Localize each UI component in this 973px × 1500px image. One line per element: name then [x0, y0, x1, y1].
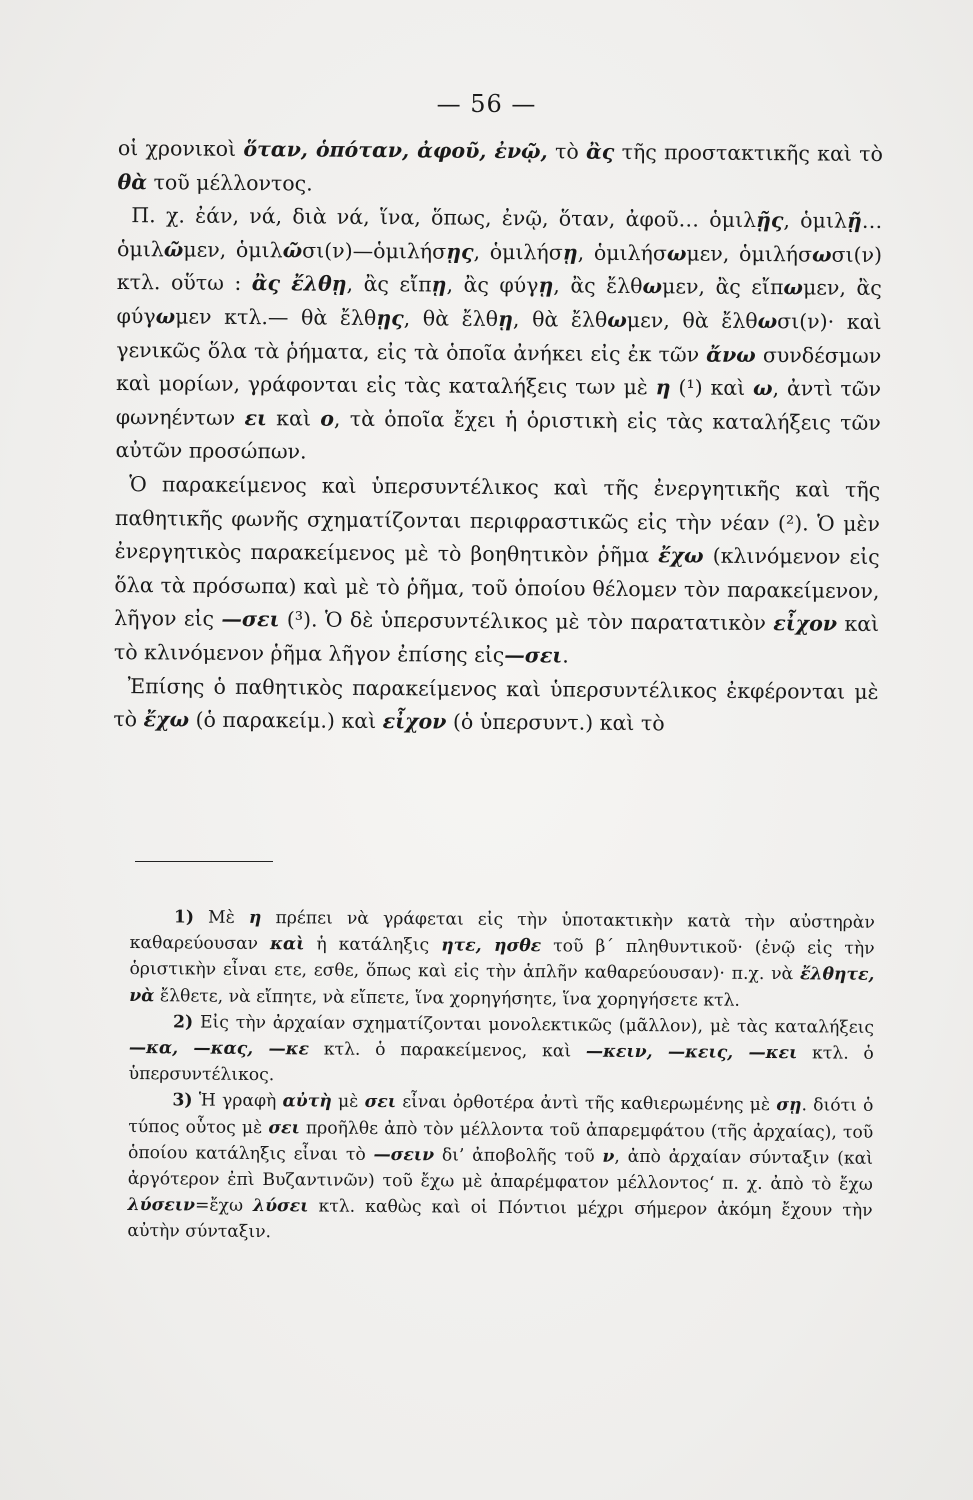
- text-run: προῆλθε ἀπὸ τὸν μέλλοντα τοῦ ἀπαρεμφάτου (τῆς ἀρχαίας), τοῦ ὁποίου κατάληξις εἶναι τὸ: [127, 1117, 874, 1165]
- text-run: μεν, ὁμιλήσ: [686, 241, 813, 267]
- text-run: Εἰς τὴν ἀρχαίαν σχηματίζονται μονολεκτικῶς (μᾶλλον), μὲ τὰς καταλήξεις: [193, 1012, 875, 1038]
- bold-word: ω: [752, 376, 773, 401]
- text-run: , ἂς εἴπ: [346, 272, 432, 297]
- footnote-divider: [135, 861, 273, 862]
- text-run: , ὁμιλήσ: [473, 239, 563, 265]
- bold-word: σει: [364, 1092, 397, 1113]
- bold-word: —κα, —κας, —κε: [128, 1038, 310, 1060]
- bold-word: ἔχω: [143, 707, 190, 732]
- bold-word: εἶχον: [773, 611, 838, 636]
- bold-word: ῃ: [431, 272, 447, 297]
- text-run: .: [562, 643, 569, 668]
- footnote-number: 2): [172, 1012, 194, 1033]
- text-run: , τὰ ὁποῖα ἔχει ἡ ὁριστικὴ εἰς τὰς καταλήξεις τῶν αὐτῶν προσώπων.: [115, 406, 881, 464]
- text-run: (ὁ παρακείμ.) καὶ: [188, 707, 383, 734]
- bold-word: ῶ: [163, 237, 184, 262]
- bold-word: ῃ: [497, 306, 514, 332]
- text-run: , ἂς φύγ: [446, 272, 539, 298]
- bold-word: ω: [811, 242, 832, 267]
- text-run: οἱ χρονικοὶ: [117, 135, 244, 161]
- bold-word: εἶχον: [382, 709, 447, 734]
- bold-word: —σει: [504, 642, 563, 668]
- bold-word: ἂς: [585, 139, 615, 164]
- bold-word: σῃ: [776, 1095, 802, 1116]
- text-run: (¹) καὶ: [670, 375, 754, 401]
- bold-word: ει: [244, 405, 267, 430]
- text-run: μεν κτλ.— θὰ ἔλθ: [175, 304, 377, 331]
- bold-word: ο: [320, 406, 335, 431]
- bold-word: ω: [757, 308, 778, 334]
- text-run: κτλ. ὁ ὑπερσυντέλικος.: [128, 1043, 874, 1086]
- bold-word: αὐτὴ: [282, 1091, 332, 1113]
- bold-word: σει: [268, 1117, 300, 1138]
- bold-word: ῇ: [846, 208, 862, 234]
- bold-word: ὅταν, ὁπόταν, ἀφοῦ, ἐνῷ,: [243, 136, 548, 164]
- text-run: Ἐπίσης ὁ παθητικὸς παρακείμενος καὶ ὑπερσυντέλικος ἐκφέρονται μὲ τὸ: [113, 673, 879, 732]
- text-run: μεν, θὰ ἔλθ: [626, 307, 758, 333]
- bold-word: η: [248, 907, 262, 929]
- paragraph-4: [113, 669, 879, 742]
- bold-word: ω: [155, 304, 176, 329]
- text-run: . διότι ὁ τύπος οὗτος μὲ: [128, 1095, 874, 1138]
- text-run: πρέπει νὰ γράφεται εἰς τὴν ὑποτακτικὴν κατὰ τὴν αὐστηρὰν καθαρεύουσαν: [129, 908, 875, 955]
- footnote-number: 3): [172, 1090, 193, 1111]
- text-run: εἶναι ὀρθοτέρα ἀντὶ τῆς καθιερωμένης μὲ: [395, 1092, 777, 1116]
- text-run: ἔλθετε, νὰ εἴπητε, νὰ εἴπετε, ἵνα χορηγήσητε, ἵνα χορηγήσετε κτλ.: [154, 985, 740, 1011]
- page-number: — 56 —: [436, 90, 537, 118]
- text-run: συνδέσμων καὶ μορίων, γράφονται εἰς τὰς καταλήξεις των μὲ: [115, 342, 882, 400]
- bold-word: ω: [666, 241, 687, 266]
- text-run: , ἀπὸ ἀρχαίαν σύνταξιν (καὶ ἀργότερον ἐπὶ Βυζαντινῶν) τοῦ ἔχω μὲ ἀπαρέμφατον μέλλοντος‘ π. χ. ἀπὸ τὸ ἔχω: [127, 1146, 874, 1195]
- text-run: Π. χ. ἐάν, νά, διὰ νά, ἵνα, ὅπως, ἐνῷ, ὅταν, ἀφοῦ… ὁμιλ: [131, 203, 757, 233]
- bold-word: καὶ: [269, 934, 305, 955]
- bold-word: ἔχω: [658, 543, 704, 568]
- text-run: καὶ τὸ κλινόμενον ῥῆμα λῆγον ἐπίσης εἰς: [113, 611, 880, 667]
- text-run: σι(ν)—ὁμιλήσ: [302, 238, 447, 264]
- text-run: μεν, ὁμιλ: [183, 237, 283, 263]
- bold-word: —σει: [221, 607, 280, 632]
- text-run: Ὁ παρακείμενος καὶ ὑπερσυντέλικος καὶ τῆς ἐνεργητικῆς καὶ τῆς παθητικῆς φωνῆς σχηματίζονται περιφραστικῶς εἰς τὴν νέαν (²). Ὁ μὲν ἐνεργητικὸς παρακείμενος μὲ τὸ βοηθητικὸν ῥῆμα: [114, 472, 881, 568]
- bold-word: ἔλθητε, νὰ: [129, 964, 875, 1006]
- bold-word: ῃς: [446, 239, 474, 264]
- bold-word: ητε, ησθε: [441, 935, 542, 957]
- text-run: μεν, ἂς φύγ: [116, 275, 882, 329]
- text-run: σι(ν)· καὶ γενικῶς ὅλα τὰ ῥήματα, εἰς τὰ ὁποῖα ἀνήκει εἰς ἐκ τῶν: [116, 309, 882, 367]
- bold-word: ῇς: [755, 208, 784, 233]
- text-run: δι’ ἀποβολῆς τοῦ: [434, 1145, 603, 1167]
- footnote-2: [129, 1009, 875, 1093]
- text-run: (³). Ὁ δὲ ὑπερσυντέλικος μὲ τὸν παρατατικὸν: [279, 607, 774, 636]
- bold-word: λύσει: [252, 1196, 309, 1217]
- text-run: , ἂς ἔλθ: [553, 273, 643, 299]
- text-run: καὶ: [266, 405, 321, 431]
- bold-word: —κειν, —κεις, —κει: [585, 1041, 798, 1064]
- bold-word: ἄνω: [706, 342, 756, 367]
- text-run: κτλ. καθὼς καὶ οἱ Πόντιοι μέχρι σήμερον ἀκόμη ἔχουν τὴν αὐτὴν σύνταξιν.: [127, 1196, 873, 1243]
- bold-word: —σειν: [373, 1144, 435, 1166]
- bold-word: ω: [607, 307, 627, 332]
- text-run: , ὁμιλ: [783, 208, 848, 233]
- paragraph-3: [114, 468, 881, 676]
- bold-word: η: [655, 375, 671, 400]
- text-run: , ὁμιλήσ: [577, 240, 667, 266]
- text-run: τοῦ μέλλοντος.: [146, 169, 313, 196]
- bold-word: ῃς: [376, 306, 404, 331]
- text-run: σι(ν) κτλ. οὕτω :: [116, 242, 883, 296]
- footnote-number: 1): [173, 907, 195, 928]
- text-run: , θὰ ἔλθ: [512, 307, 608, 332]
- text-run: , ἀντὶ τῶν φωνηέντων: [115, 376, 882, 430]
- text-run: τοῦ β΄ πληθυντικοῦ· (ἐνῷ εἰς τὴν ὁριστικὴν εἶναι ετε, εσθε, ὅπως καὶ εἰς τὴν ἁπλῆν καθαρεύουσαν)· π.χ. νὰ: [129, 936, 875, 985]
- text-run: (κλινόμενον εἰς ὅλα τὰ πρόσωπα) καὶ μὲ τὸ ῥῆμα, τοῦ ὁποίου θέλομεν τὸν παρακείμενον, λῆγον εἰς: [114, 543, 880, 632]
- text-run: ἡ κατάληξις: [304, 934, 442, 956]
- text-run: Μὲ: [193, 907, 250, 928]
- text-run: τὸ: [547, 139, 587, 164]
- bold-word: ν: [602, 1146, 615, 1167]
- bold-word: ῃ: [538, 273, 554, 298]
- bold-word: ω: [783, 275, 804, 300]
- footnote-1: [129, 904, 875, 1015]
- text-run: μεν, ἂς εἴπ: [661, 274, 784, 300]
- main-text: [113, 132, 883, 743]
- footnotes: [127, 904, 875, 1250]
- bold-word: ῶ: [282, 238, 303, 263]
- bold-word: ω: [642, 274, 663, 299]
- paragraph-2: [115, 199, 882, 474]
- footnote-3: [127, 1087, 873, 1250]
- text-run: τῆς προστακτικῆς καὶ τὸ: [614, 139, 883, 167]
- text-run: Ἡ γραφὴ: [192, 1090, 283, 1112]
- text-run: … ὁμιλ: [116, 209, 883, 262]
- bold-word: ἂς ἔλθῃ: [251, 271, 347, 297]
- bold-word: θὰ: [117, 169, 148, 194]
- paragraph-1: [117, 132, 883, 205]
- bold-word: λύσειν: [127, 1195, 196, 1216]
- text-run: κτλ. ὁ παρακείμενος, καὶ: [308, 1039, 586, 1062]
- text-run: μὲ: [331, 1092, 365, 1113]
- text-run: , θὰ ἔλθ: [403, 306, 499, 331]
- bold-word: ῃ: [562, 240, 578, 265]
- text-run: =ἔχω: [194, 1195, 254, 1217]
- text-run: (ὁ ὑπερσυντ.) καὶ τὸ: [446, 709, 665, 736]
